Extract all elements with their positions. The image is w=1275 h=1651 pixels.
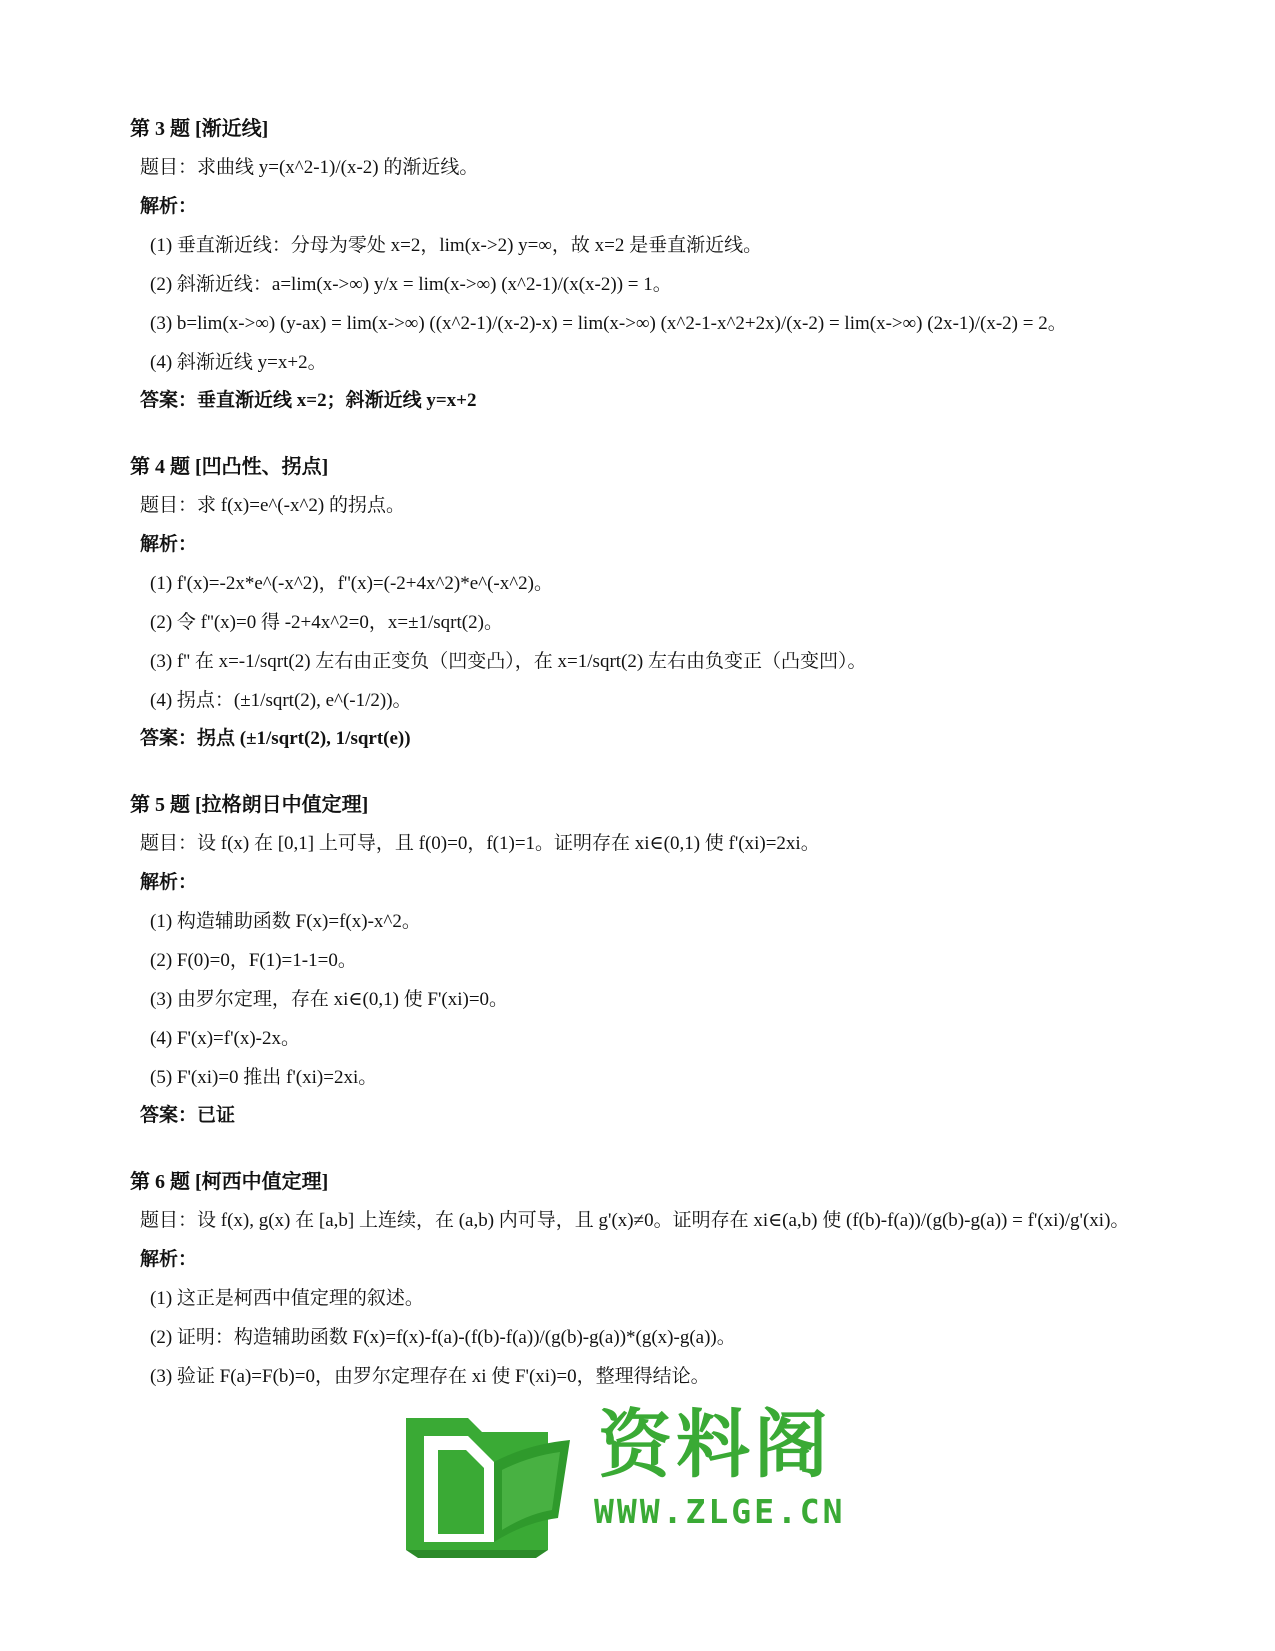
solution-step: (2) F(0)=0，F(1)=1-1=0。 <box>150 950 357 971</box>
analysis-label: 解析： <box>140 1249 198 1270</box>
document-content <box>130 115 1130 1430</box>
answer: 答案：拐点 (±1/sqrt(2), 1/sqrt(e)) <box>140 728 411 749</box>
problem-title: 第 4 题 [凹凸性、拐点] <box>130 456 329 478</box>
problem-6 <box>130 1168 1130 1392</box>
watermark <box>398 1400 868 1560</box>
watermark-brand: 资料阁 <box>598 1402 832 1488</box>
problem-3 <box>130 115 1130 415</box>
analysis-label: 解析： <box>140 534 198 555</box>
solution-step: (2) 斜渐近线：a=lim(x->∞) y/x = lim(x->∞) (x^2-1)/(x(x-2)) = 1。 <box>150 274 672 295</box>
problem-4 <box>130 453 1130 753</box>
analysis-label: 解析： <box>140 196 198 217</box>
problem-question: 题目：设 f(x), g(x) 在 [a,b] 上连续，在 (a,b) 内可导，且 g'(x)≠0。证明存在 xi∈(a,b) 使 (f(b)-f(a))/(g(b)-g(a)) = f'(xi)/g'(xi)。 <box>140 1210 1130 1231</box>
solution-step: (3) b=lim(x->∞) (y-ax) = lim(x->∞) ((x^2-1)/(x-2)-x) = lim(x->∞) (x^2-1-x^2+2x)/(x-2) = lim(x->∞) (2x-1)/(x-2) = 2。 <box>150 313 1067 334</box>
solution-step: (1) 构造辅助函数 F(x)=f(x)-x^2。 <box>150 911 421 932</box>
solution-step: (1) 这正是柯西中值定理的叙述。 <box>150 1288 424 1309</box>
open-book-logo-icon <box>398 1400 578 1560</box>
problem-question: 题目：设 f(x) 在 [0,1] 上可导，且 f(0)=0，f(1)=1。证明存在 xi∈(0,1) 使 f'(xi)=2xi。 <box>140 833 820 854</box>
problem-title: 第 3 题 [渐近线] <box>130 118 269 140</box>
solution-step: (3) 由罗尔定理，存在 xi∈(0,1) 使 F'(xi)=0。 <box>150 989 509 1010</box>
solution-step: (2) 证明：构造辅助函数 F(x)=f(x)-f(a)-(f(b)-f(a))/(g(b)-g(a))*(g(x)-g(a))。 <box>150 1327 736 1348</box>
watermark-url: WWW.ZLGE.CN <box>594 1492 846 1531</box>
solution-step: (4) 拐点：(±1/sqrt(2), e^(-1/2))。 <box>150 690 412 711</box>
solution-step: (3) f'' 在 x=-1/sqrt(2) 左右由正变负（凹变凸），在 x=1/sqrt(2) 左右由负变正（凸变凹）。 <box>150 651 867 672</box>
problem-question: 题目：求曲线 y=(x^2-1)/(x-2) 的渐近线。 <box>140 157 479 178</box>
solution-step: (1) 垂直渐近线：分母为零处 x=2，lim(x->2) y=∞，故 x=2 是垂直渐近线。 <box>150 235 763 256</box>
answer: 答案：已证 <box>140 1105 236 1126</box>
solution-step: (2) 令 f''(x)=0 得 -2+4x^2=0，x=±1/sqrt(2)。 <box>150 612 503 633</box>
solution-step: (5) F'(xi)=0 推出 f'(xi)=2xi。 <box>150 1067 378 1088</box>
problem-title: 第 6 题 [柯西中值定理] <box>130 1171 329 1193</box>
solution-step: (4) F'(x)=f'(x)-2x。 <box>150 1028 300 1049</box>
solution-step: (1) f'(x)=-2x*e^(-x^2)，f''(x)=(-2+4x^2)*e^(-x^2)。 <box>150 573 553 594</box>
problem-title: 第 5 题 [拉格朗日中值定理] <box>130 794 369 816</box>
analysis-label: 解析： <box>140 872 198 893</box>
solution-step: (4) 斜渐近线 y=x+2。 <box>150 352 327 373</box>
solution-step: (3) 验证 F(a)=F(b)=0，由罗尔定理存在 xi 使 F'(xi)=0，整理得结论。 <box>150 1366 710 1387</box>
problem-5 <box>130 791 1130 1130</box>
answer: 答案：垂直渐近线 x=2；斜渐近线 y=x+2 <box>140 390 477 411</box>
problem-question: 题目：求 f(x)=e^(-x^2) 的拐点。 <box>140 495 405 516</box>
